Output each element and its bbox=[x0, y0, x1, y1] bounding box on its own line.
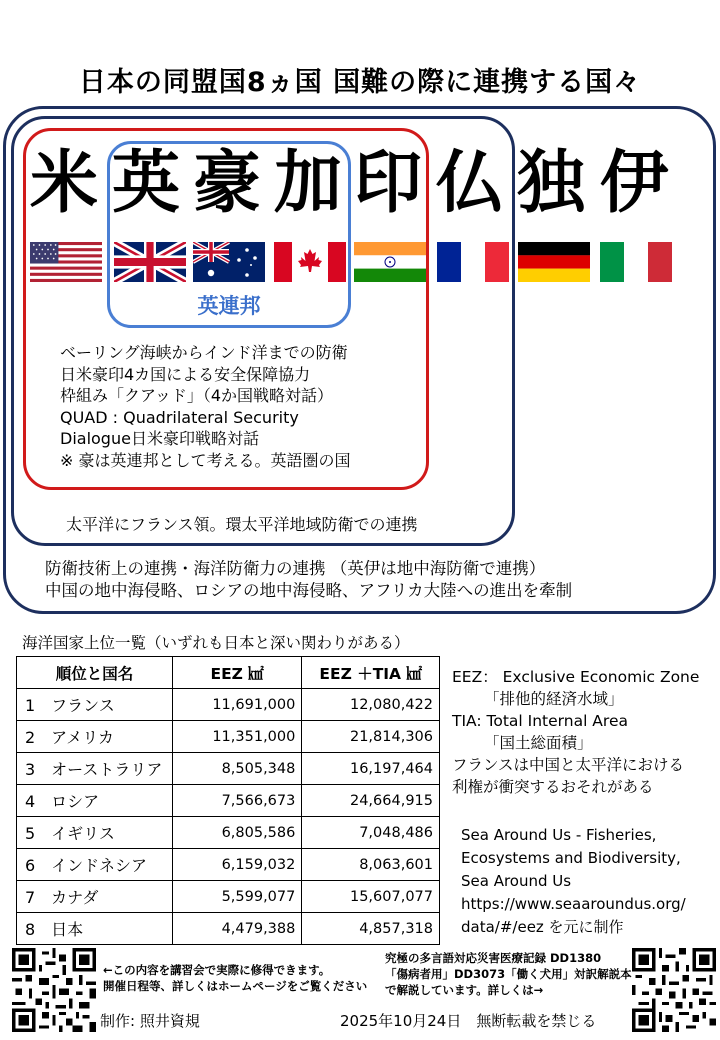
source-url[interactable]: https://www.seaaroundus.org/ bbox=[461, 895, 686, 913]
rank-country-cell: 5 イギリス bbox=[17, 817, 173, 849]
rank-country-cell: 7 カナダ bbox=[17, 881, 173, 913]
eez-definitions bbox=[452, 666, 699, 798]
country-kanji-au: 豪 bbox=[193, 144, 262, 223]
source-line: Sea Around Us - Fisheries, bbox=[461, 826, 657, 844]
france-note: フランスは中国と太平洋における bbox=[452, 756, 685, 774]
book-notice-line: で解説しています。詳しくは→ bbox=[385, 983, 544, 997]
country-kanji-it: 伊 bbox=[600, 144, 669, 223]
country-kanji-in: 印 bbox=[354, 144, 423, 223]
eez-cell: 4,479,388 bbox=[172, 913, 301, 945]
quad-line: ベーリング海峡からインド洋までの防衛 bbox=[60, 343, 348, 362]
quad-line: 日米豪印4カ国による安全保障協力 bbox=[60, 364, 311, 384]
commonwealth-label: 英連邦 bbox=[197, 294, 261, 318]
eez-cell: 6,159,032 bbox=[172, 849, 301, 881]
course-notice-line: ←この内容を講習会で実際に修得できます。 bbox=[103, 963, 331, 977]
eez-cell: 7,566,673 bbox=[172, 785, 301, 817]
eez-tia-cell: 8,063,601 bbox=[302, 849, 440, 881]
table-row bbox=[17, 817, 440, 849]
course-notice-line: 開催日程等、詳しくはホームページをご覧ください bbox=[103, 979, 368, 993]
canada-flag-icon bbox=[274, 242, 346, 282]
qr-code-right-icon[interactable] bbox=[632, 948, 716, 1032]
eez-definition: EEZ： Exclusive Economic Zone bbox=[452, 668, 700, 686]
uk-flag-icon bbox=[114, 242, 186, 282]
eez-japanese: 「排他的経済水域」 bbox=[484, 690, 624, 708]
author-credit: 制作: 照井資規 bbox=[100, 1012, 200, 1030]
eez-tia-cell: 21,814,306 bbox=[302, 721, 440, 753]
table-row bbox=[17, 689, 440, 721]
quad-line: 枠組み「クアッド」（4か国戦略対話） bbox=[60, 386, 334, 405]
rank-country-cell: 8 日本 bbox=[17, 913, 173, 945]
country-kanji-us: 米 bbox=[30, 144, 99, 223]
rank-country-cell: 6 インドネシア bbox=[17, 849, 173, 881]
australia-flag-icon bbox=[193, 242, 265, 282]
tia-definition: TIA: Total Internal Area bbox=[452, 712, 628, 730]
header-rank-country: 順位と国名 bbox=[17, 657, 173, 689]
eez-tia-cell: 24,664,915 bbox=[302, 785, 440, 817]
rank-country-cell: 1 フランス bbox=[17, 689, 173, 721]
table-row bbox=[17, 785, 440, 817]
rank-country-cell: 3 オーストラリア bbox=[17, 753, 173, 785]
pacific-description: 太平洋にフランス領。環太平洋地域防衛での連携 bbox=[66, 515, 418, 534]
source-line: data/#/eez を元に制作 bbox=[461, 918, 624, 936]
table-row bbox=[17, 753, 440, 785]
eez-tia-cell: 15,607,077 bbox=[302, 881, 440, 913]
defense-line: 防衛技術上の連携・海洋防衛力の連携 （英伊は地中海防衛で連携） bbox=[45, 559, 546, 578]
france-flag-icon bbox=[437, 242, 509, 282]
source-citation bbox=[461, 824, 686, 939]
source-line: Sea Around Us bbox=[461, 872, 572, 890]
italy-flag-icon bbox=[600, 242, 672, 282]
defense-line: 中国の地中海侵略、ロシアの地中海侵略、アフリカ大陸への進出を牽制 bbox=[45, 581, 573, 600]
book-notice bbox=[385, 950, 632, 998]
eez-cell: 6,805,586 bbox=[172, 817, 301, 849]
eez-tia-cell: 7,048,486 bbox=[302, 817, 440, 849]
table-row bbox=[17, 849, 440, 881]
country-kanji-uk: 英 bbox=[112, 144, 181, 223]
header-eez-tia: EEZ ＋TIA ㎢ bbox=[302, 657, 440, 689]
header-eez: EEZ ㎢ bbox=[172, 657, 301, 689]
eez-cell: 8,505,348 bbox=[172, 753, 301, 785]
publish-date: 2025年10月24日 無断転載を禁じる bbox=[340, 1012, 597, 1030]
eez-tia-cell: 16,197,464 bbox=[302, 753, 440, 785]
quad-line: ※ 豪は英連邦として考える。英語圏の国 bbox=[60, 450, 351, 470]
us-flag-icon bbox=[30, 242, 102, 282]
quad-line: Dialogue日米豪印戦略対話 bbox=[60, 429, 259, 448]
tia-japanese: 「国土総面積」 bbox=[484, 734, 593, 752]
defense-description bbox=[45, 558, 572, 602]
france-note: 利権が衝突するおそれがある bbox=[452, 778, 654, 796]
quad-line: QUAD : Quadrilateral Security bbox=[60, 407, 299, 427]
eez-cell: 11,691,000 bbox=[172, 689, 301, 721]
germany-flag-icon bbox=[518, 242, 590, 282]
course-notice bbox=[103, 962, 367, 994]
table-row bbox=[17, 913, 440, 945]
book-notice-line: 究極の多言語対応災害医療記録 DD1380 bbox=[385, 951, 602, 965]
page-title: 日本の同盟国8ヵ国 国難の際に連携する国々 bbox=[78, 67, 642, 98]
country-kanji-ca: 加 bbox=[274, 144, 343, 223]
rank-country-cell: 4 ロシア bbox=[17, 785, 173, 817]
table-row bbox=[17, 721, 440, 753]
table-caption: 海洋国家上位一覧（いずれも日本と深い関わりがある） bbox=[22, 634, 410, 652]
table-row bbox=[17, 881, 440, 913]
eez-cell: 11,351,000 bbox=[172, 721, 301, 753]
eez-tia-cell: 12,080,422 bbox=[302, 689, 440, 721]
table-header-row bbox=[17, 657, 440, 689]
quad-description bbox=[60, 342, 351, 471]
qr-code-left-icon[interactable] bbox=[12, 948, 96, 1032]
country-kanji-fr: 仏 bbox=[436, 144, 505, 223]
eez-ranking-table bbox=[16, 656, 440, 945]
eez-tia-cell: 4,857,318 bbox=[302, 913, 440, 945]
india-flag-icon bbox=[354, 242, 426, 282]
source-line: Ecosystems and Biodiversity, bbox=[461, 849, 681, 867]
book-notice-line: 「傷病者用」DD3073「働く犬用」対訳解説本 bbox=[385, 967, 632, 981]
eez-cell: 5,599,077 bbox=[172, 881, 301, 913]
rank-country-cell: 2 アメリカ bbox=[17, 721, 173, 753]
country-kanji-de: 独 bbox=[517, 144, 586, 223]
